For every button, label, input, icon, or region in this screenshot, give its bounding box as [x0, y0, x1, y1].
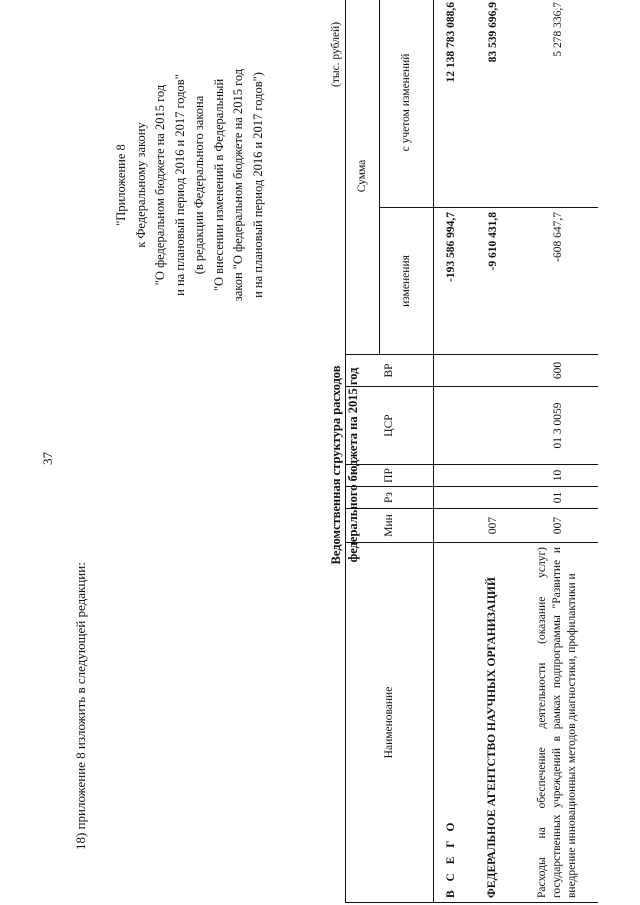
page-number: 37 [40, 452, 55, 465]
appendix-header [112, 25, 268, 345]
units-note: (тыс. рублей) [330, 21, 342, 87]
row-name: В С Е Г О [434, 543, 468, 903]
title-line: федерального бюджета на 2015 год [346, 367, 360, 563]
appendix-line: "Приложение 8 [114, 144, 128, 226]
row-pr [468, 465, 518, 487]
table-row [468, 0, 518, 903]
row-rz [468, 487, 518, 509]
header-name: Наименование [346, 543, 434, 903]
row-csr [434, 387, 468, 465]
intro-text: 18) приложение 8 изложить в следующей редакции: [73, 562, 88, 850]
header-csr: ЦСР [346, 387, 434, 465]
row-with-changes: 5 278 336,7 [518, 0, 598, 208]
row-with-changes: 12 138 783 088,6 [434, 0, 468, 208]
row-name: ФЕДЕРАЛЬНОЕ АГЕНТСТВО НАУЧНЫХ ОРГАНИЗАЦИЙ [468, 543, 518, 903]
row-name: Расходы на обеспечение деятельности (оказание услуг) государственных учреждений в рамках подпрограммы "Развитие и внедрение инновационных методов диагностики, профилактики и [518, 543, 598, 903]
header-pr: ПР [346, 465, 434, 487]
header-vr: ВР [346, 355, 434, 387]
row-with-changes: 83 539 696,9 [468, 0, 518, 208]
appendix-line: и на плановый период 2016 и 2017 годов") [250, 72, 265, 298]
title-line: Ведомственная структура расходов [329, 365, 343, 565]
row-csr: 01 3 0059 [518, 387, 598, 465]
appendix-line: "О внесении изменений в Федеральный [211, 78, 226, 292]
row-changes: -9 610 431,8 [468, 208, 518, 355]
header-with-changes: с учетом изменений [380, 0, 434, 208]
row-min: 007 [468, 509, 518, 543]
row-pr: 10 [518, 465, 598, 487]
table-row [434, 0, 468, 903]
row-vr: 600 [518, 355, 598, 387]
appendix-line: (в редакции Федерального закона [192, 95, 206, 275]
header-min: Мин [346, 509, 434, 543]
row-changes: -608 647,7 [518, 208, 598, 355]
row-rz [434, 487, 468, 509]
row-vr [468, 355, 518, 387]
appendix-line: и на плановый период 2016 и 2017 годов" [172, 74, 187, 296]
header-sum: Сумма [346, 0, 380, 355]
appendix-line: "О федеральном бюджете на 2015 год [153, 84, 167, 286]
row-min [434, 509, 468, 543]
row-changes: -193 586 994,7 [434, 208, 468, 355]
table-row [518, 0, 598, 903]
row-rz: 01 [518, 487, 598, 509]
appendix-line: к Федеральному закону [133, 122, 148, 248]
row-vr [434, 355, 468, 387]
header-changes: изменения [380, 208, 434, 355]
budget-table [345, 0, 598, 903]
header-rz: Рз [346, 487, 434, 509]
row-pr [434, 465, 468, 487]
appendix-line: закон "О федеральном бюджете на 2015 год [231, 68, 245, 302]
row-csr [468, 387, 518, 465]
row-min: 007 [518, 509, 598, 543]
